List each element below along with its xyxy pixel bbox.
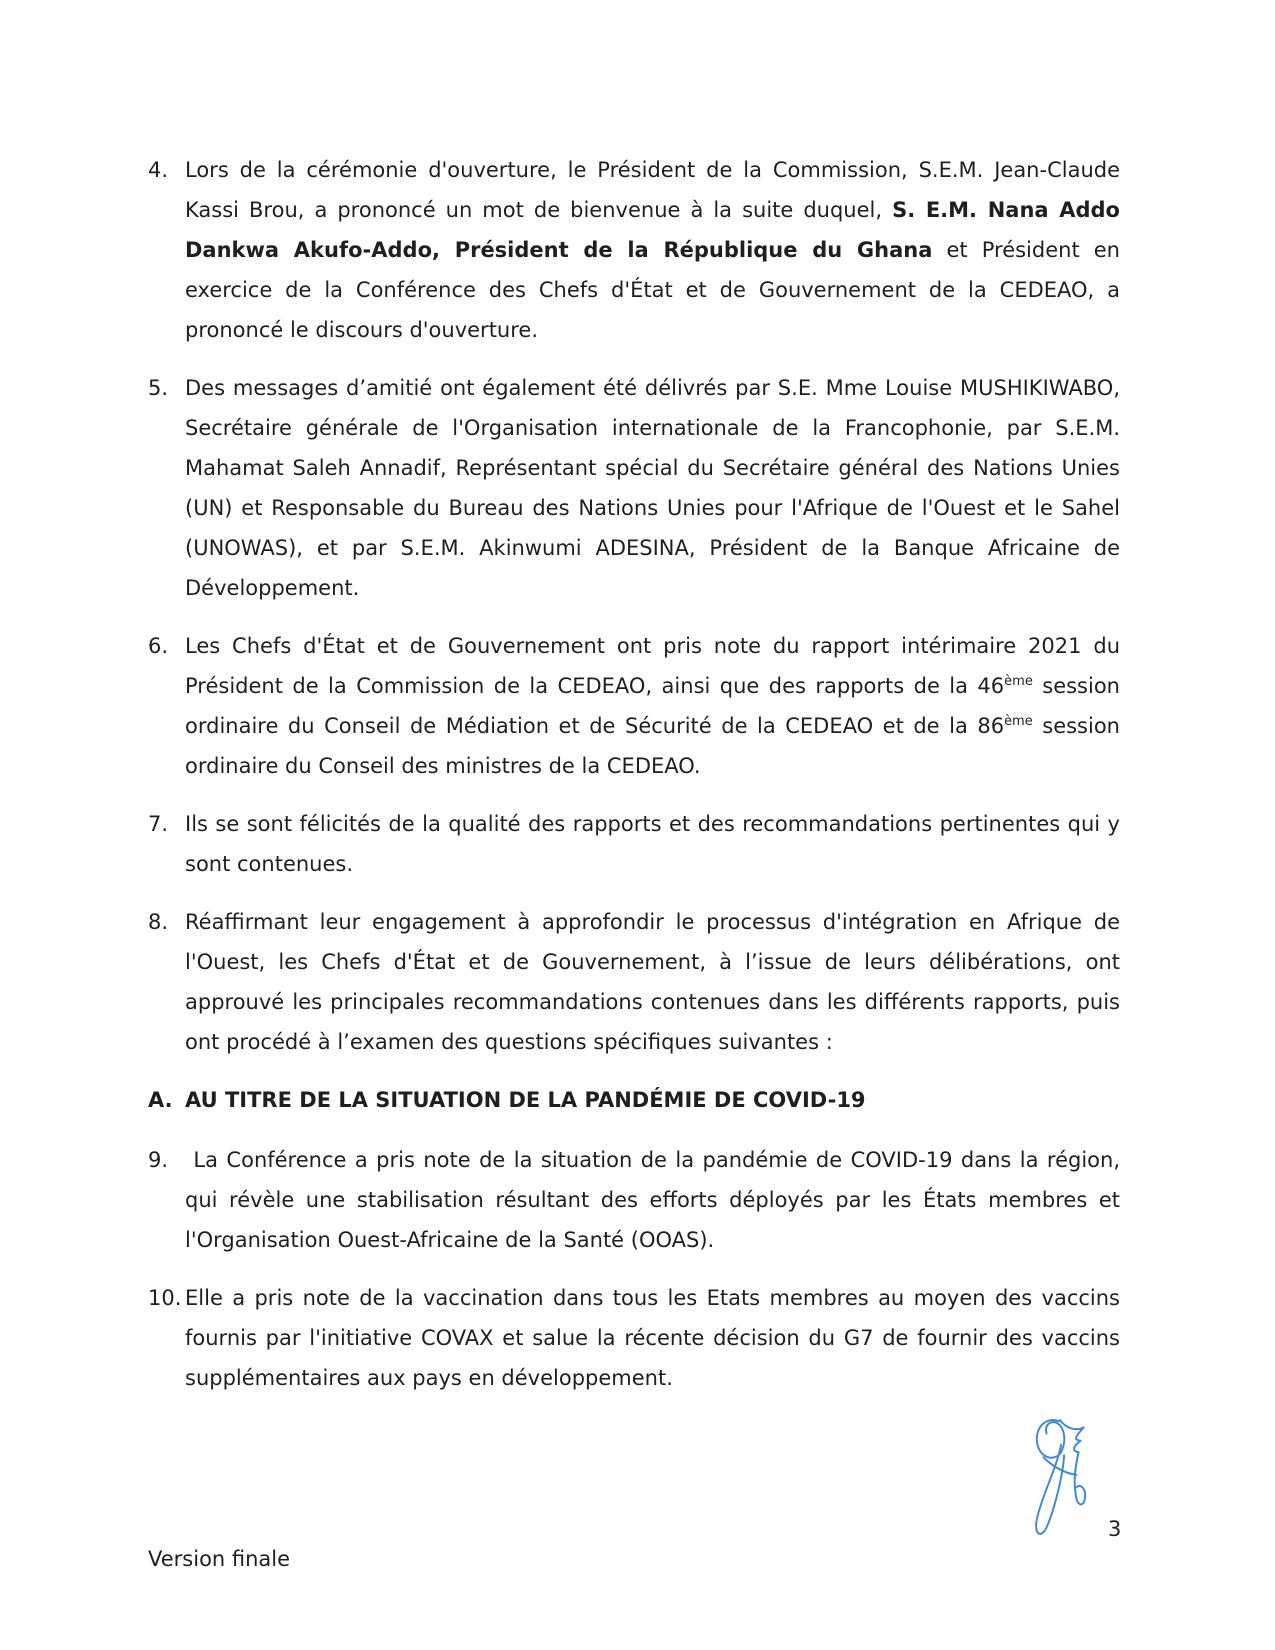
paragraph-text-run: La Conférence a pris note de la situation de la pandémie de COVID-19 dans la région, qui révèle une stabilisation résultant des efforts déployés par les États membres et l'Organisation Ouest-Africaine de la Santé (OOAS).: [185, 1148, 1120, 1252]
paragraph-text-run: Réaffirmant leur engagement à approfondir le processus d'intégration en Afrique de l'Ouest, les Chefs d'État et de Gouvernement, à l’issue de leurs délibérations, ont approuvé les principales recommandations contenues dans les différents rapports, puis ont procédé à l’examen des questions spécifiques suivantes :: [185, 910, 1120, 1054]
paragraph-text-run: Ils se sont félicités de la qualité des rapports et des recommandations pertinentes qui y sont contenues.: [185, 812, 1120, 876]
paragraph-number: 7.: [148, 812, 169, 836]
paragraph-number: 4.: [148, 158, 169, 182]
paragraph-10: [148, 1278, 1120, 1398]
paragraph-4: [148, 150, 1120, 350]
paragraph-5: [148, 368, 1120, 608]
paragraph-text-run: session ordinaire du Conseil de Médiation et de Sécurité de la CEDEAO et de la 86: [185, 674, 1120, 738]
paragraph-text-run: Lors de la cérémonie d'ouverture, le Président de la Commission, S.E.M. Jean-Claude Kassi Brou, a prononcé un mot de bienvenue à la suite duquel,: [185, 158, 1120, 222]
paragraph-number: 9.: [148, 1148, 169, 1172]
ordinal-superscript: ème: [1004, 714, 1033, 729]
paragraph-number: 6.: [148, 634, 169, 658]
footer-version-label: Version finale: [148, 1547, 291, 1571]
ordinal-superscript: ème: [1004, 674, 1033, 689]
paragraph-text-run: Des messages d’amitié ont également été délivrés par S.E. Mme Louise MUSHIKIWABO, Secrétaire générale de l'Organisation internationale de la Francophonie, par S.E.M. Mahamat Saleh Annadif, Représentant spécial du Secrétaire général des Nations Unies (UN) et Responsable du Bureau des Nations Unies pour l'Afrique de l'Ouest et le Sahel (UNOWAS), et par S.E.M. Akinwumi ADESINA, Président de la Banque Africaine de Développement.: [185, 376, 1120, 600]
paragraph-number: 5.: [148, 376, 169, 400]
page-number: 3: [1108, 1517, 1122, 1541]
paragraph-text-run: et Président en exercice de la Conférence des Chefs d'État et de Gouvernement de la CEDEAO, a prononcé le discours d'ouverture.: [185, 238, 1120, 342]
paragraph-9: [148, 1140, 1120, 1260]
paragraph-7: [148, 804, 1120, 884]
section-heading-covid: [148, 1080, 1120, 1120]
signature-stroke: [1044, 1457, 1077, 1475]
paragraph-number: 8.: [148, 910, 169, 934]
section-heading-letter: A.: [148, 1088, 173, 1112]
paragraph-8: [148, 902, 1120, 1062]
paragraph-6: [148, 626, 1120, 786]
paragraph-text-run: Elle a pris note de la vaccination dans tous les Etats membres au moyen des vaccins fournis par l'initiative COVAX et salue la récente décision du G7 de fournir des vaccins supplémentaires aux pays en développement.: [185, 1286, 1120, 1390]
signature-scribble: [1028, 1414, 1092, 1548]
section-heading-text: AU TITRE DE LA SITUATION DE LA PANDÉMIE DE COVID-19: [185, 1088, 866, 1112]
paragraph-number: 10.: [148, 1286, 182, 1310]
paragraph-text-run: Les Chefs d'État et de Gouvernement ont pris note du rapport intérimaire 2021 du Président de la Commission de la CEDEAO, ainsi que des rapports de la 46: [185, 634, 1120, 698]
paragraph-text-run: session ordinaire du Conseil des ministres de la CEDEAO.: [185, 714, 1120, 778]
paragraph-text-run-bold: S. E.M. Nana Addo Dankwa Akufo-Addo, Président de la République du Ghana: [185, 198, 1120, 262]
